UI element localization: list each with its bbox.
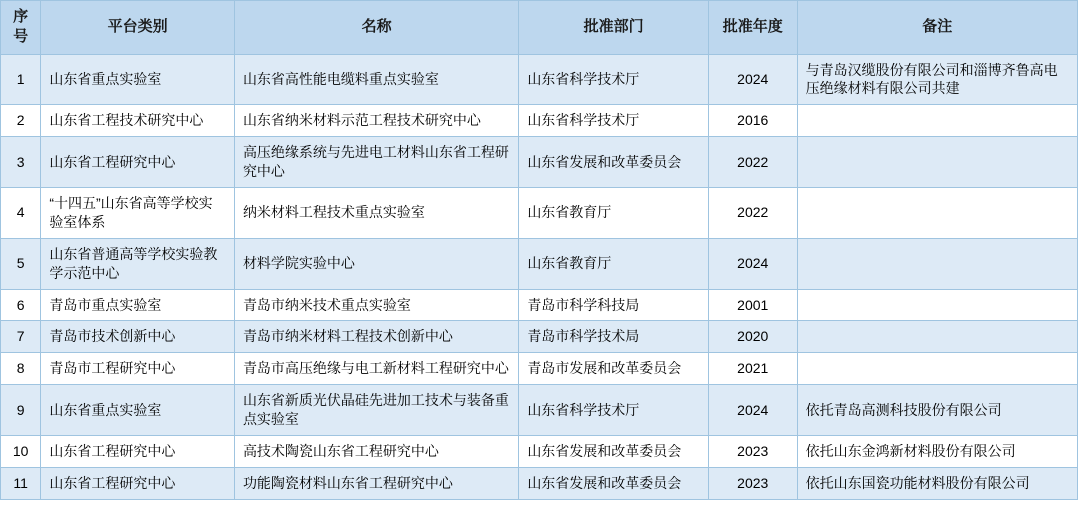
cell-category: 青岛市工程研究中心 <box>41 353 235 385</box>
cell-index: 7 <box>1 321 41 353</box>
column-header-note: 备注 <box>797 1 1077 55</box>
cell-name: 高压绝缘系统与先进电工材料山东省工程研究中心 <box>234 137 518 188</box>
cell-note <box>797 353 1077 385</box>
table-row <box>1 137 1078 188</box>
cell-index: 5 <box>1 238 41 289</box>
cell-year: 2023 <box>708 467 797 499</box>
cell-department: 山东省发展和改革委员会 <box>519 137 709 188</box>
cell-index: 2 <box>1 105 41 137</box>
cell-category: 山东省工程技术研究中心 <box>41 105 235 137</box>
table-header-row <box>1 1 1078 55</box>
cell-department: 山东省科学技术厅 <box>519 385 709 436</box>
cell-name: 纳米材料工程技术重点实验室 <box>234 187 518 238</box>
cell-note <box>797 289 1077 321</box>
cell-index: 11 <box>1 467 41 499</box>
cell-note <box>797 105 1077 137</box>
cell-category: 青岛市重点实验室 <box>41 289 235 321</box>
cell-department: 山东省科学技术厅 <box>519 54 709 105</box>
cell-name: 山东省高性能电缆料重点实验室 <box>234 54 518 105</box>
cell-category: 山东省普通高等学校实验教学示范中心 <box>41 238 235 289</box>
table-row <box>1 238 1078 289</box>
cell-note: 依托山东金鸿新材料股份有限公司 <box>797 435 1077 467</box>
cell-department: 山东省发展和改革委员会 <box>519 467 709 499</box>
column-header-name: 名称 <box>234 1 518 55</box>
cell-note: 依托青岛高测科技股份有限公司 <box>797 385 1077 436</box>
table-header <box>1 1 1078 55</box>
cell-index: 1 <box>1 54 41 105</box>
column-header-department: 批准部门 <box>519 1 709 55</box>
cell-index: 4 <box>1 187 41 238</box>
cell-index: 3 <box>1 137 41 188</box>
column-header-year: 批准年度 <box>708 1 797 55</box>
cell-year: 2024 <box>708 385 797 436</box>
cell-category: 山东省工程研究中心 <box>41 435 235 467</box>
cell-note: 与青岛汉缆股份有限公司和淄博齐鲁高电压绝缘材料有限公司共建 <box>797 54 1077 105</box>
cell-department: 青岛市发展和改革委员会 <box>519 353 709 385</box>
cell-name: 功能陶瓷材料山东省工程研究中心 <box>234 467 518 499</box>
cell-department: 青岛市科学技术局 <box>519 321 709 353</box>
cell-category: 山东省工程研究中心 <box>41 467 235 499</box>
cell-category: “十四五”山东省高等学校实验室体系 <box>41 187 235 238</box>
cell-note <box>797 321 1077 353</box>
table-row <box>1 385 1078 436</box>
cell-index: 9 <box>1 385 41 436</box>
cell-index: 10 <box>1 435 41 467</box>
cell-department: 青岛市科学科技局 <box>519 289 709 321</box>
cell-year: 2022 <box>708 187 797 238</box>
cell-name: 青岛市高压绝缘与电工新材料工程研究中心 <box>234 353 518 385</box>
cell-index: 8 <box>1 353 41 385</box>
cell-category: 山东省工程研究中心 <box>41 137 235 188</box>
cell-name: 高技术陶瓷山东省工程研究中心 <box>234 435 518 467</box>
table-row <box>1 187 1078 238</box>
column-header-category: 平台类别 <box>41 1 235 55</box>
cell-year: 2024 <box>708 54 797 105</box>
table-row <box>1 467 1078 499</box>
cell-year: 2022 <box>708 137 797 188</box>
cell-year: 2024 <box>708 238 797 289</box>
column-header-index: 序号 <box>1 1 41 55</box>
cell-category: 青岛市技术创新中心 <box>41 321 235 353</box>
table-body <box>1 54 1078 499</box>
table-row <box>1 54 1078 105</box>
table-row <box>1 289 1078 321</box>
cell-note <box>797 238 1077 289</box>
cell-note <box>797 137 1077 188</box>
cell-name: 山东省纳米材料示范工程技术研究中心 <box>234 105 518 137</box>
cell-name: 山东省新质光伏晶硅先进加工技术与装备重点实验室 <box>234 385 518 436</box>
cell-year: 2021 <box>708 353 797 385</box>
cell-note: 依托山东国瓷功能材料股份有限公司 <box>797 467 1077 499</box>
cell-department: 山东省教育厅 <box>519 238 709 289</box>
cell-index: 6 <box>1 289 41 321</box>
table-row <box>1 321 1078 353</box>
cell-note <box>797 187 1077 238</box>
table-row <box>1 353 1078 385</box>
cell-year: 2016 <box>708 105 797 137</box>
cell-year: 2020 <box>708 321 797 353</box>
cell-category: 山东省重点实验室 <box>41 385 235 436</box>
cell-year: 2023 <box>708 435 797 467</box>
cell-name: 材料学院实验中心 <box>234 238 518 289</box>
table-row <box>1 435 1078 467</box>
cell-category: 山东省重点实验室 <box>41 54 235 105</box>
table-row <box>1 105 1078 137</box>
cell-department: 山东省发展和改革委员会 <box>519 435 709 467</box>
cell-name: 青岛市纳米材料工程技术创新中心 <box>234 321 518 353</box>
cell-department: 山东省教育厅 <box>519 187 709 238</box>
cell-year: 2001 <box>708 289 797 321</box>
cell-name: 青岛市纳米技术重点实验室 <box>234 289 518 321</box>
cell-department: 山东省科学技术厅 <box>519 105 709 137</box>
